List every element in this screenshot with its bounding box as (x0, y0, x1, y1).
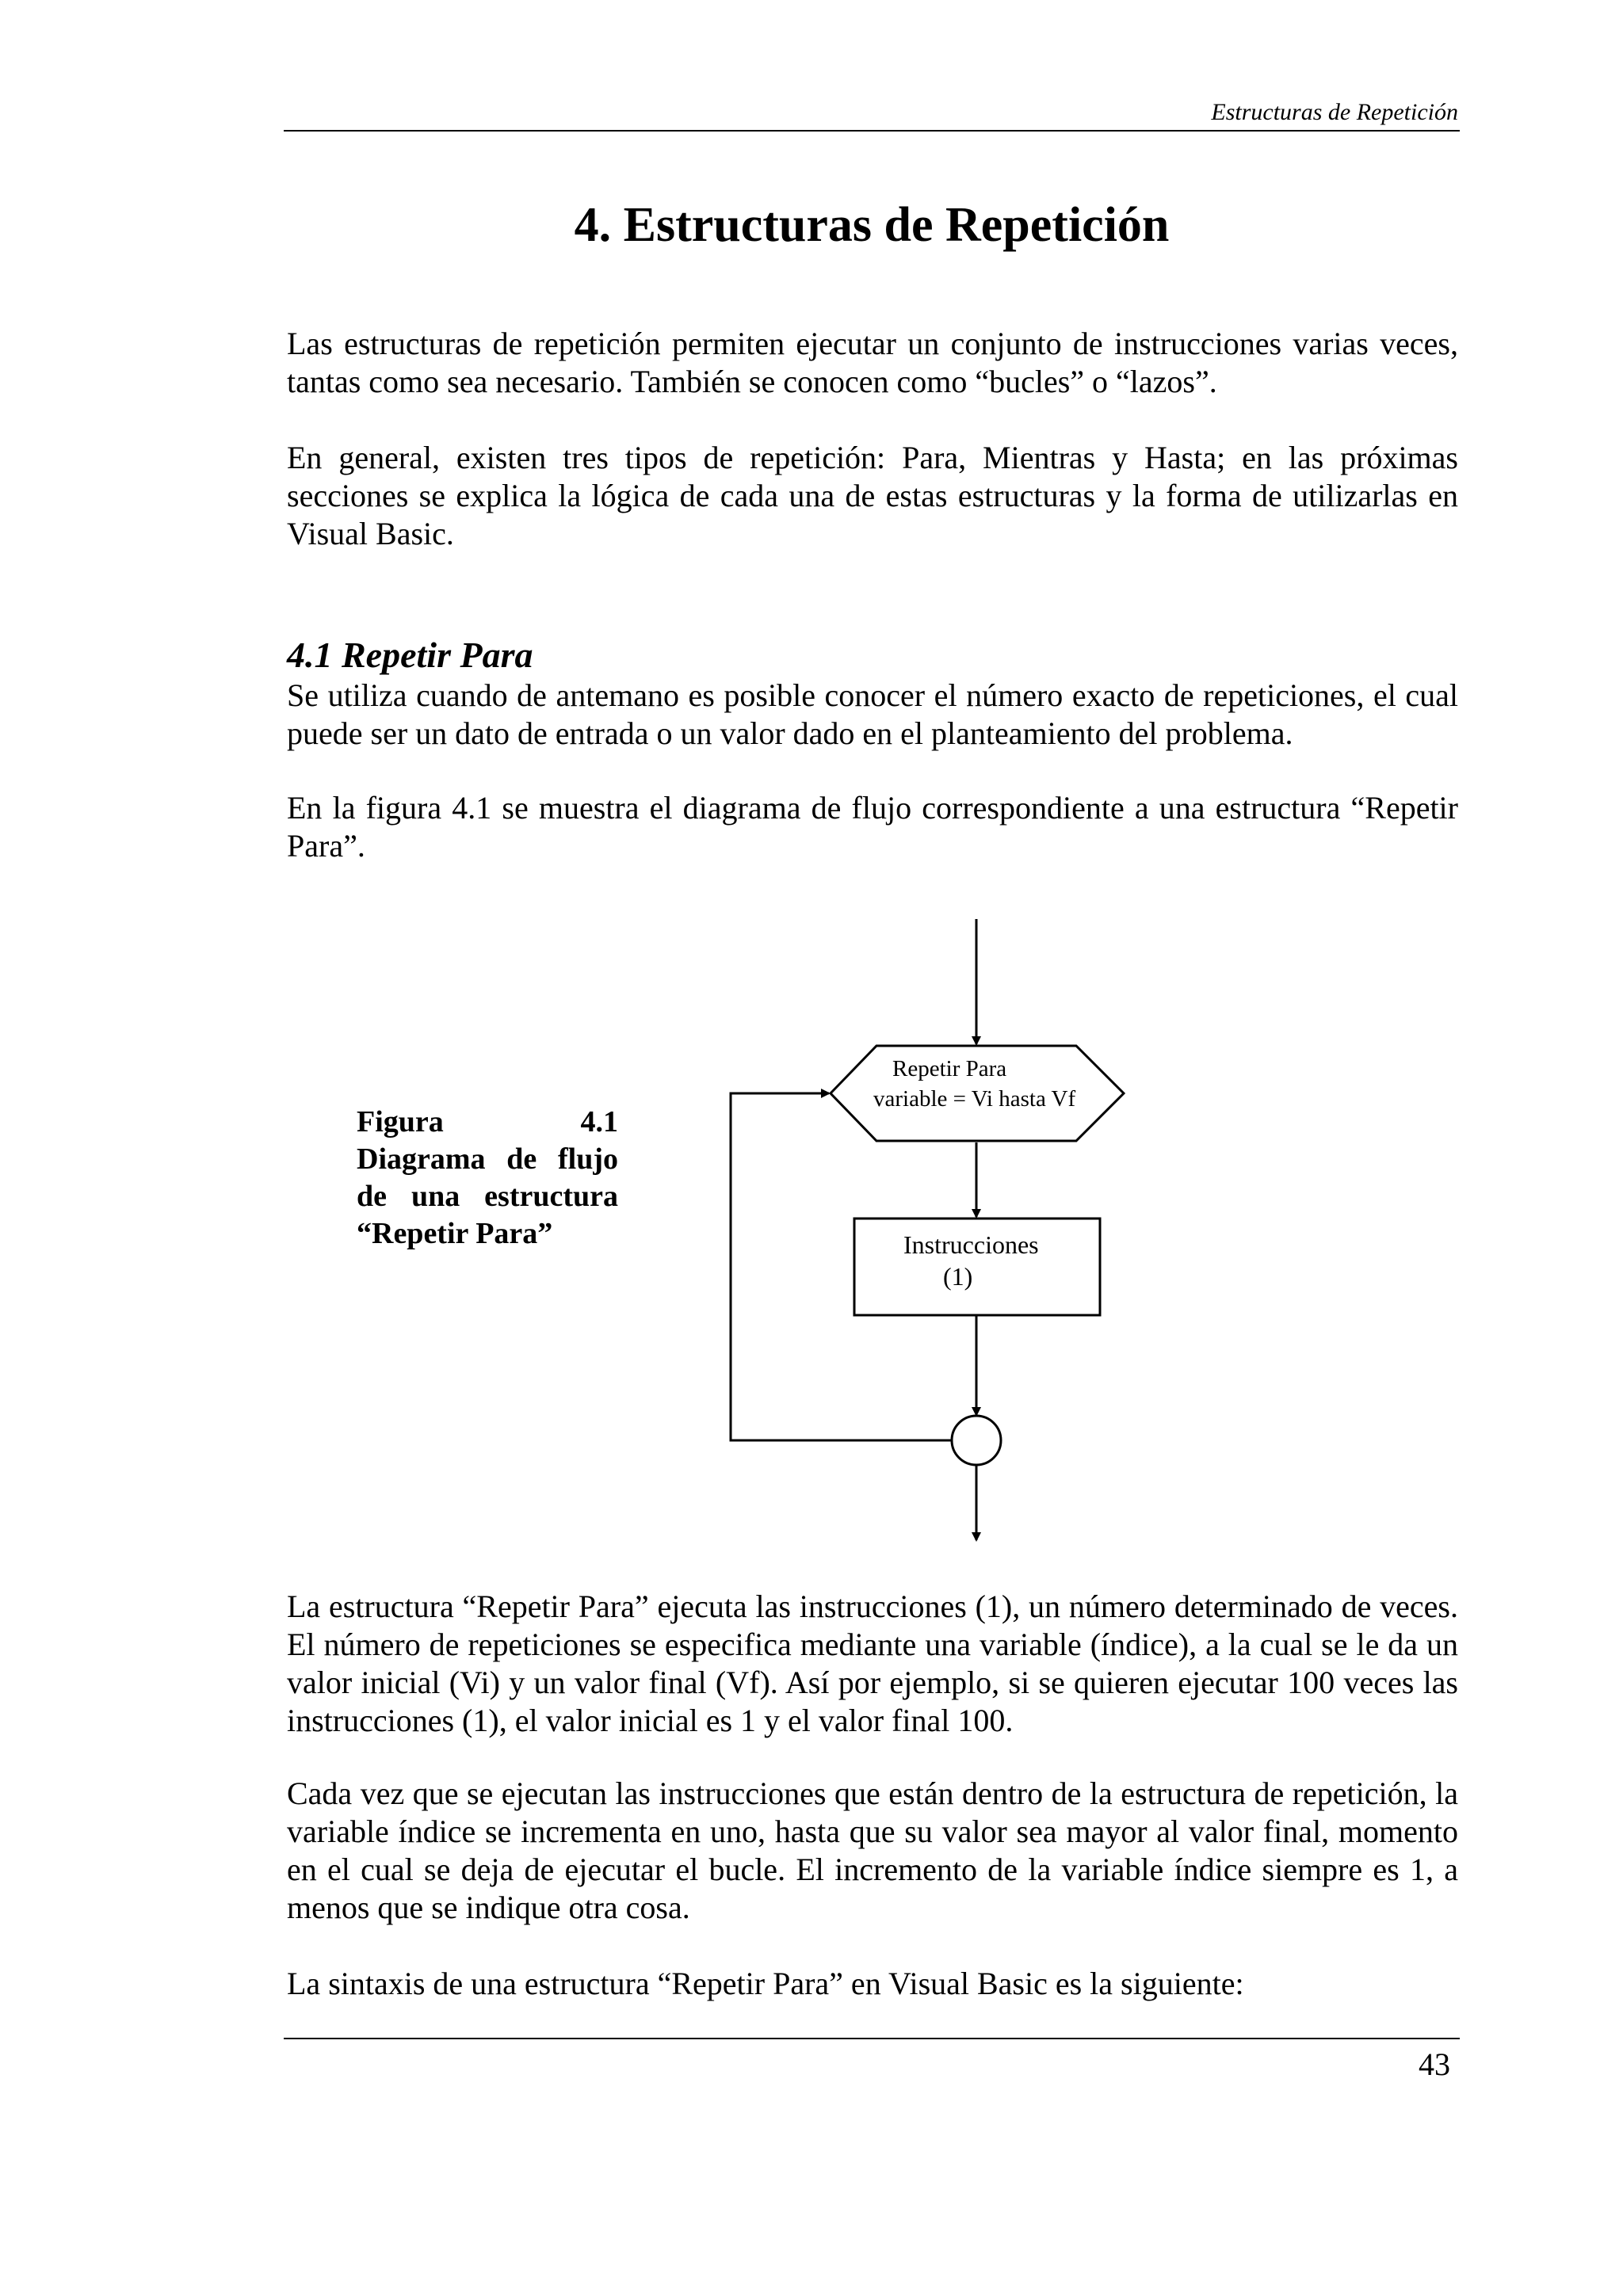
figure-caption-line: Diagrama de flujo (357, 1142, 618, 1176)
section-paragraph-4: Cada vez que se ejecutan las instrucciones que están dentro de la estructura de repetición, la variable índice se incrementa en uno, hasta que su valor sea mayor al valor final, momento en el cual se deja de ejecutar el bucle. El incremento de la variable índice siempre es 1, a menos que se indique otra cosa. (287, 1775, 1458, 1925)
page-number: 43 (1419, 2046, 1450, 2082)
section-paragraph-5: La sintaxis de una estructura “Repetir Para” en Visual Basic es la siguiente: (287, 1966, 1244, 2001)
figure-caption-line: Figura 4.1 (357, 1105, 618, 1138)
intro-paragraph-2: En general, existen tres tipos de repetición: Para, Mientras y Hasta; en las próximas secciones se explica la lógica de cada una de estas estructuras y la forma de utilizarlas en Visual Basic. (287, 440, 1458, 551)
intro-paragraph-1: Las estructuras de repetición permiten ejecutar un conjunto de instrucciones varias veces, tantas como sea necesario. También se conocen como “bucles” o “lazos”. (287, 326, 1458, 399)
footer-rule (284, 2038, 1460, 2039)
figure-caption-line: de una estructura (357, 1180, 618, 1213)
loop-label-line-2: variable = Vi hasta Vf (873, 1086, 1076, 1112)
section-paragraph-3: La estructura “Repetir Para” ejecuta las instrucciones (1), un número determinado de veces. El número de repeticiones se especifica mediante una variable (índice), a la cual se le da un valor inicial (Vi) y un valor final (Vf). Así por ejemplo, si se quieren ejecutar 100 veces las instrucciones (1), el valor inicial es 1 y el valor final 100. (287, 1589, 1458, 1738)
section-heading: 4.1 Repetir Para (287, 635, 533, 675)
instructions-number: (1) (943, 1262, 973, 1291)
chapter-title: 4. Estructuras de Repetición (574, 198, 1170, 252)
section-paragraph-1: Se utiliza cuando de antemano es posible conocer el número exacto de repeticiones, el cual puede ser un dato de entrada o un valor dado en el planteamiento del problema. (287, 677, 1458, 751)
figure-caption-line: “Repetir Para” (357, 1217, 553, 1250)
running-header: Estructuras de Repetición (1211, 99, 1458, 125)
instructions-label: Instrucciones (903, 1230, 1039, 1259)
section-paragraph-2: En la figura 4.1 se muestra el diagrama de flujo correspondiente a una estructura “Repetir Para”. (287, 790, 1458, 864)
loop-label-line-1: Repetir Para (892, 1056, 1007, 1081)
connector-circle (952, 1416, 1001, 1465)
